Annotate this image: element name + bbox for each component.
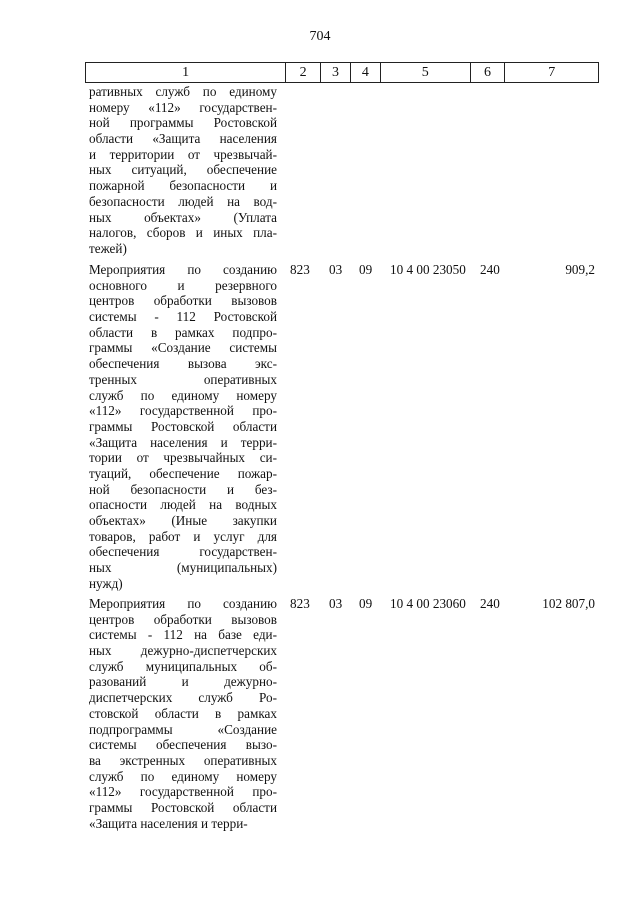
cell-col2: 823: [290, 596, 310, 611]
description-line: служб муниципальных об-: [89, 658, 277, 674]
cell-col5: 10 4 00 23050: [390, 262, 466, 277]
description-line: тренных оперативных: [89, 371, 277, 387]
header-cell-4: 4: [351, 63, 381, 82]
description-line: товаров, работ и услуг для: [89, 528, 277, 544]
cell-col7: 909,2: [565, 262, 595, 277]
description-line: объектах» (Иные закупки: [89, 513, 277, 528]
header-cell-7: 7: [548, 65, 556, 80]
description-line: диспетчерских служб Ро-: [89, 690, 277, 706]
cell-col4: 09: [359, 262, 373, 277]
row-description: [89, 596, 277, 831]
header-cell-1: 1: [86, 63, 286, 82]
cell-col6: 240: [480, 262, 500, 277]
cell-col7: 102 807,0: [542, 596, 595, 611]
description-line: граммы «Создание системы: [89, 340, 277, 356]
description-line: опасности людей на водных: [89, 497, 277, 513]
cell-col5: 10 4 00 23060: [390, 596, 466, 611]
description-line: ных объектах» (Уплата: [89, 209, 277, 225]
description-line: ва экстренных оперативных: [89, 752, 277, 768]
description-line: области «Защита населения: [89, 131, 277, 147]
description-line: ной безопасности и без-: [89, 481, 277, 497]
table-header-row: [85, 62, 599, 83]
description-line: ративных служб по единому: [89, 84, 277, 99]
description-line: «112» государственной про-: [89, 784, 277, 800]
header-cell-6: 6: [471, 63, 506, 82]
description-line: ной программы Ростовской: [89, 115, 277, 131]
cell-col4: 09: [359, 596, 373, 611]
description-line: нужд): [89, 575, 123, 591]
description-line: области в рамках подпро-: [89, 324, 277, 340]
description-line: ных ситуаций, обеспечение: [89, 162, 277, 178]
description-line: Мероприятия по созданию: [89, 262, 277, 277]
description-line: «Защита населения и терри-: [89, 434, 277, 450]
description-line: ных (муниципальных): [89, 560, 277, 576]
description-line: пожарной безопасности и: [89, 178, 277, 194]
description-line: безопасности людей на вод-: [89, 193, 277, 209]
description-line: ных дежурно-диспетчерских: [89, 643, 277, 659]
description-line: тежей): [89, 240, 127, 256]
description-line: обеспечения государствен-: [89, 544, 277, 560]
description-line: стовской области в рамках: [89, 705, 277, 721]
cell-col3: 03: [329, 262, 343, 277]
description-line: основного и резервного: [89, 277, 277, 293]
description-line: и территории от чрезвычай-: [89, 146, 277, 162]
description-line: центров обработки вызовов: [89, 611, 277, 627]
description-line: Мероприятия по созданию: [89, 596, 277, 611]
description-line: «Защита населения и терри-: [89, 815, 248, 831]
description-line: системы обеспечения вызо-: [89, 737, 277, 753]
header-cell-3: 3: [321, 63, 351, 82]
description-line: обеспечения вызова экс-: [89, 356, 277, 372]
description-line: граммы Ростовской области: [89, 799, 277, 815]
description-line: системы - 112 на базе еди-: [89, 627, 277, 643]
description-line: тории от чрезвычайных си-: [89, 450, 277, 466]
description-line: подпрограммы «Создание: [89, 721, 277, 737]
cell-col3: 03: [329, 596, 343, 611]
cell-col2: 823: [290, 262, 310, 277]
description-line: «112» государственной про-: [89, 403, 277, 419]
row-description: [89, 262, 277, 591]
description-line: служб по единому номеру: [89, 387, 277, 403]
header-cell-5: 5: [381, 63, 471, 82]
description-line: служб по единому номеру: [89, 768, 277, 784]
description-line: номеру «112» государствен-: [89, 99, 277, 115]
cell-col6: 240: [480, 596, 500, 611]
page-number: 704: [309, 29, 331, 44]
description-line: граммы Ростовской области: [89, 418, 277, 434]
description-line: разований и дежурно-: [89, 674, 277, 690]
header-cell-2: 2: [286, 63, 321, 82]
row-description: [89, 84, 277, 257]
description-line: центров обработки вызовов: [89, 293, 277, 309]
description-line: налогов, сборов и иных пла-: [89, 225, 277, 241]
description-line: туаций, обеспечение пожар-: [89, 465, 277, 481]
description-line: системы - 112 Ростовской: [89, 309, 277, 325]
